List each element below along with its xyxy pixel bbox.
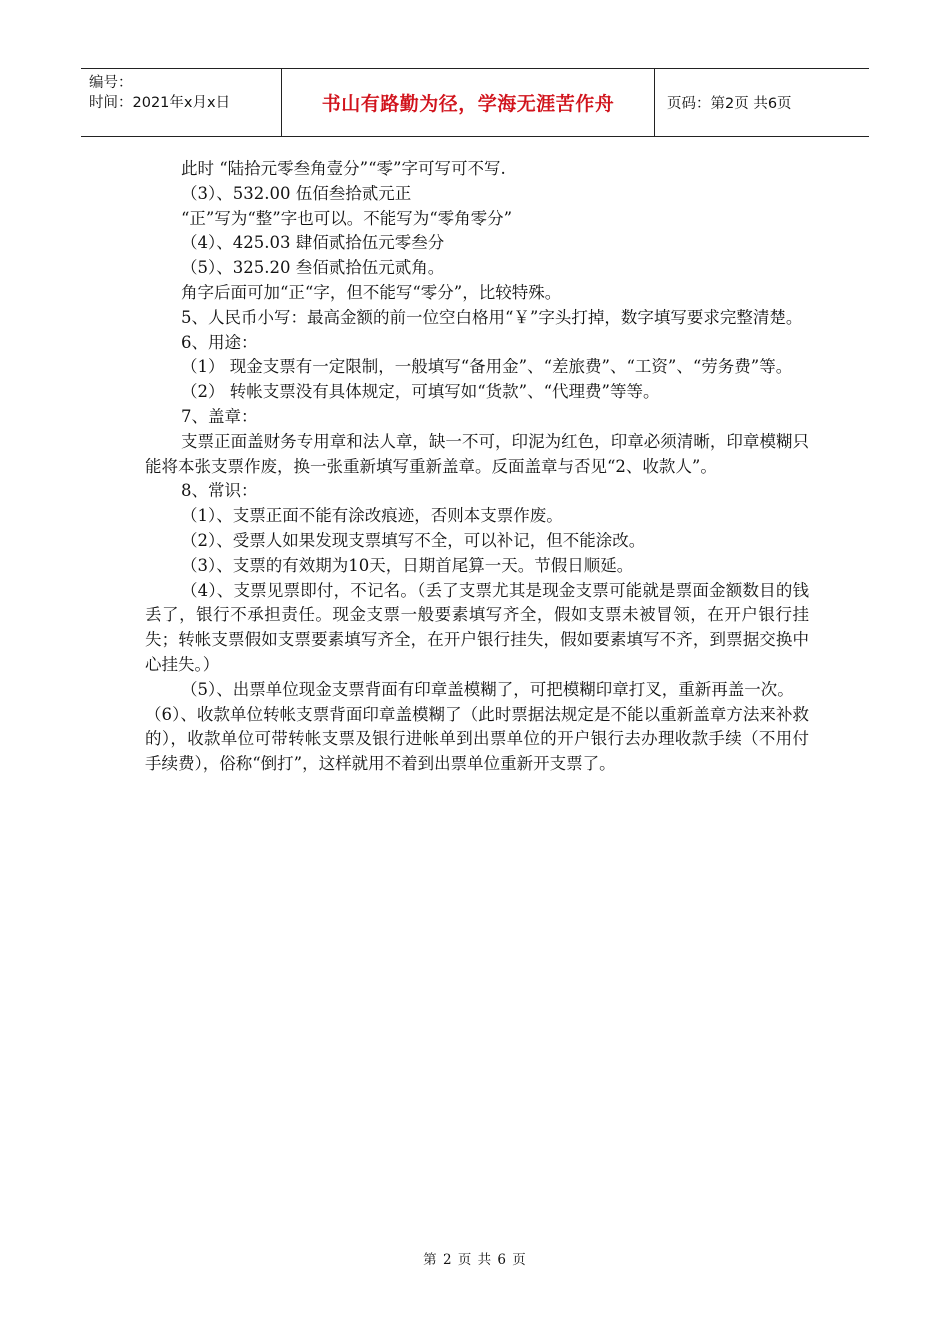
paragraph: （4）、425.03 肆佰贰拾伍元零叁分	[181, 233, 445, 253]
paragraph: （1） 现金支票有一定限制，一般填写“备用金”、“差旅费”、“工资”、“劳务费”等。	[181, 357, 793, 377]
paragraph: （2）、受票人如果发现支票填写不全，可以补记，但不能涂改。	[181, 530, 646, 550]
paragraph: 5、人民币小写：最高金额的前一位空白格用“￥”字头打掉，数字填写要求完整清楚。	[181, 307, 803, 327]
section-heading: 8、常识：	[181, 481, 258, 501]
paragraph: 此时 “陆拾元零叁角壹分”“零”字可写可不写.	[181, 159, 506, 178]
paragraph: 角字后面可加“正“字，但不能写“零分”，比较特殊。	[181, 282, 562, 302]
paragraph: （3）、532.00 伍佰叁拾贰元正	[181, 183, 412, 203]
paragraph: （6）、收款单位转帐支票背面印章盖模糊了（此时票据法规定是不能以重新盖章方法来补救的），收款单位可带转帐支票及银行进帐单到出票单位的开户银行去办理收款手续（不用付手续费），俗称“倒打”，这样就用不着到出票单位重新开支票了。	[145, 704, 809, 774]
number-label: 编号：	[89, 75, 133, 91]
page-footer: 第 2 页 共 6 页	[423, 1252, 527, 1268]
paragraph: （2） 转帐支票没有具体规定，可填写如“货款”、“代理费”等等。	[181, 382, 660, 402]
paragraph: （3）、支票的有效期为10天，日期首尾算一天。节假日顺延。	[181, 555, 634, 575]
paragraph: （5）、出票单位现金支票背面有印章盖模糊了，可把模糊印章打叉，重新再盖一次。	[181, 679, 794, 699]
paragraph: 支票正面盖财务专用章和法人章，缺一不可，印泥为红色，印章必须清晰，印章模糊只能将本张支票作废，换一张重新填写重新盖章。反面盖章与否见“2、收款人”。	[145, 431, 809, 476]
section-heading: 6、用途：	[181, 332, 258, 352]
document-body	[145, 157, 809, 777]
section-heading: 7、盖章：	[181, 406, 258, 426]
header-motto: 书山有路勤为径，学海无涯苦作舟	[282, 69, 655, 136]
document-header	[81, 68, 869, 137]
time-label: 时间：2021年x月x日	[89, 95, 231, 111]
header-page-info: 页码：第2页 共6页	[667, 96, 792, 112]
paragraph: （4）、支票见票即付，不记名。（丢了支票尤其是现金支票可能就是票面金额数目的钱丢了，银行不承担责任。现金支票一般要素填写齐全，假如支票未被冒领，在开户银行挂失；转帐支票假如支票要素填写齐全，在开户银行挂失，假如要素填写不齐，到票据交换中心挂失。）	[145, 580, 809, 674]
paragraph: （1）、支票正面不能有涂改痕迹，否则本支票作废。	[181, 506, 563, 526]
paragraph: （5）、325.20 叁佰贰拾伍元贰角。	[181, 258, 445, 278]
paragraph: “正”写为“整”字也可以。不能写为“零角零分”	[181, 208, 513, 228]
header-meta	[81, 69, 282, 136]
